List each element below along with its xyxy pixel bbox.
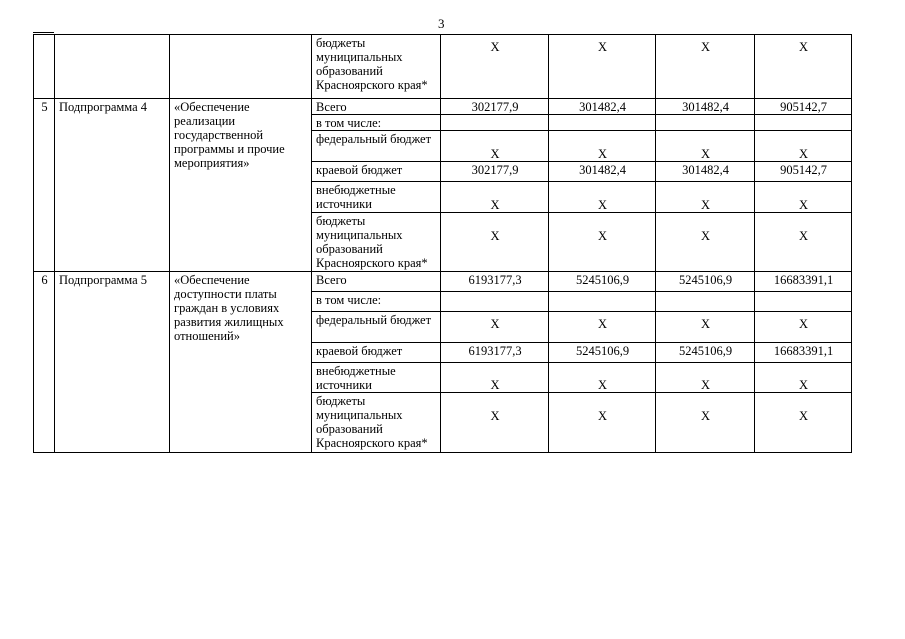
value-cell: 5245106,9 (656, 272, 755, 292)
value-cell: X (441, 363, 549, 393)
source-cell: федеральный бюджет (312, 312, 441, 343)
source-cell: в том числе: (312, 292, 441, 312)
value-cell: X (656, 131, 755, 162)
value-cell: 301482,4 (656, 99, 755, 115)
value-cell: 905142,7 (755, 162, 852, 182)
source-cell: внебюджетные источники (312, 363, 441, 393)
source-cell: федеральный бюджет (312, 131, 441, 162)
table-row (34, 99, 852, 115)
value-cell: X (656, 363, 755, 393)
value-cell: X (549, 363, 656, 393)
value-cell: 16683391,1 (755, 343, 852, 363)
value-cell: 6193177,3 (441, 272, 549, 292)
value-cell: X (656, 312, 755, 343)
value-cell: X (755, 182, 852, 213)
budget-table (33, 34, 852, 453)
value-cell: X (549, 213, 656, 272)
value-cell (755, 115, 852, 131)
value-cell: X (656, 213, 755, 272)
row-index: 5 (34, 99, 55, 272)
source-cell: Всего (312, 272, 441, 292)
program-title-cell (170, 35, 312, 99)
value-cell: X (441, 35, 549, 99)
value-cell: X (755, 393, 852, 453)
value-cell: X (549, 35, 656, 99)
value-cell: 5245106,9 (549, 343, 656, 363)
row-index: 6 (34, 272, 55, 453)
program-title: «Обеспечение доступности платы граждан в условиях развития жилищных отношений» (170, 272, 312, 453)
program-name: Подпрограмма 5 (55, 272, 170, 453)
value-cell: X (656, 393, 755, 453)
program-name-cell (55, 35, 170, 99)
source-cell: бюджеты муниципальных образований Красноярского края* (312, 213, 441, 272)
value-cell (755, 292, 852, 312)
value-cell: X (549, 182, 656, 213)
value-cell: 905142,7 (755, 99, 852, 115)
value-cell (656, 292, 755, 312)
table-row (34, 35, 852, 99)
value-cell (441, 115, 549, 131)
value-cell: X (549, 131, 656, 162)
value-cell: X (656, 182, 755, 213)
value-cell: X (549, 312, 656, 343)
source-cell: бюджеты муниципальных образований Красноярского края* (312, 35, 441, 99)
index-cell (34, 35, 55, 99)
source-cell: бюджеты муниципальных образований Красноярского края* (312, 393, 441, 453)
source-cell: Всего (312, 99, 441, 115)
value-cell: 302177,9 (441, 99, 549, 115)
source-cell: краевой бюджет (312, 343, 441, 363)
value-cell: X (549, 393, 656, 453)
value-cell: 16683391,1 (755, 272, 852, 292)
value-cell: X (441, 182, 549, 213)
source-cell: в том числе: (312, 115, 441, 131)
value-cell: 5245106,9 (656, 343, 755, 363)
source-cell: внебюджетные источники (312, 182, 441, 213)
table-row (34, 272, 852, 292)
value-cell: X (656, 35, 755, 99)
table-top-stub (33, 32, 54, 33)
program-name: Подпрограмма 4 (55, 99, 170, 272)
value-cell: 5245106,9 (549, 272, 656, 292)
value-cell (549, 115, 656, 131)
value-cell (656, 115, 755, 131)
value-cell: X (755, 363, 852, 393)
value-cell: 301482,4 (549, 99, 656, 115)
program-title: «Обеспечение реализации государственной программы и прочие мероприятия» (170, 99, 312, 272)
value-cell (441, 292, 549, 312)
value-cell: X (755, 35, 852, 99)
source-cell: краевой бюджет (312, 162, 441, 182)
value-cell (549, 292, 656, 312)
value-cell: X (755, 312, 852, 343)
page-number: 3 (438, 16, 445, 31)
value-cell: 6193177,3 (441, 343, 549, 363)
value-cell: 301482,4 (549, 162, 656, 182)
value-cell: X (441, 312, 549, 343)
value-cell: 302177,9 (441, 162, 549, 182)
value-cell: X (441, 213, 549, 272)
value-cell: X (755, 213, 852, 272)
value-cell: X (441, 393, 549, 453)
value-cell: X (441, 131, 549, 162)
value-cell: 301482,4 (656, 162, 755, 182)
value-cell: X (755, 131, 852, 162)
